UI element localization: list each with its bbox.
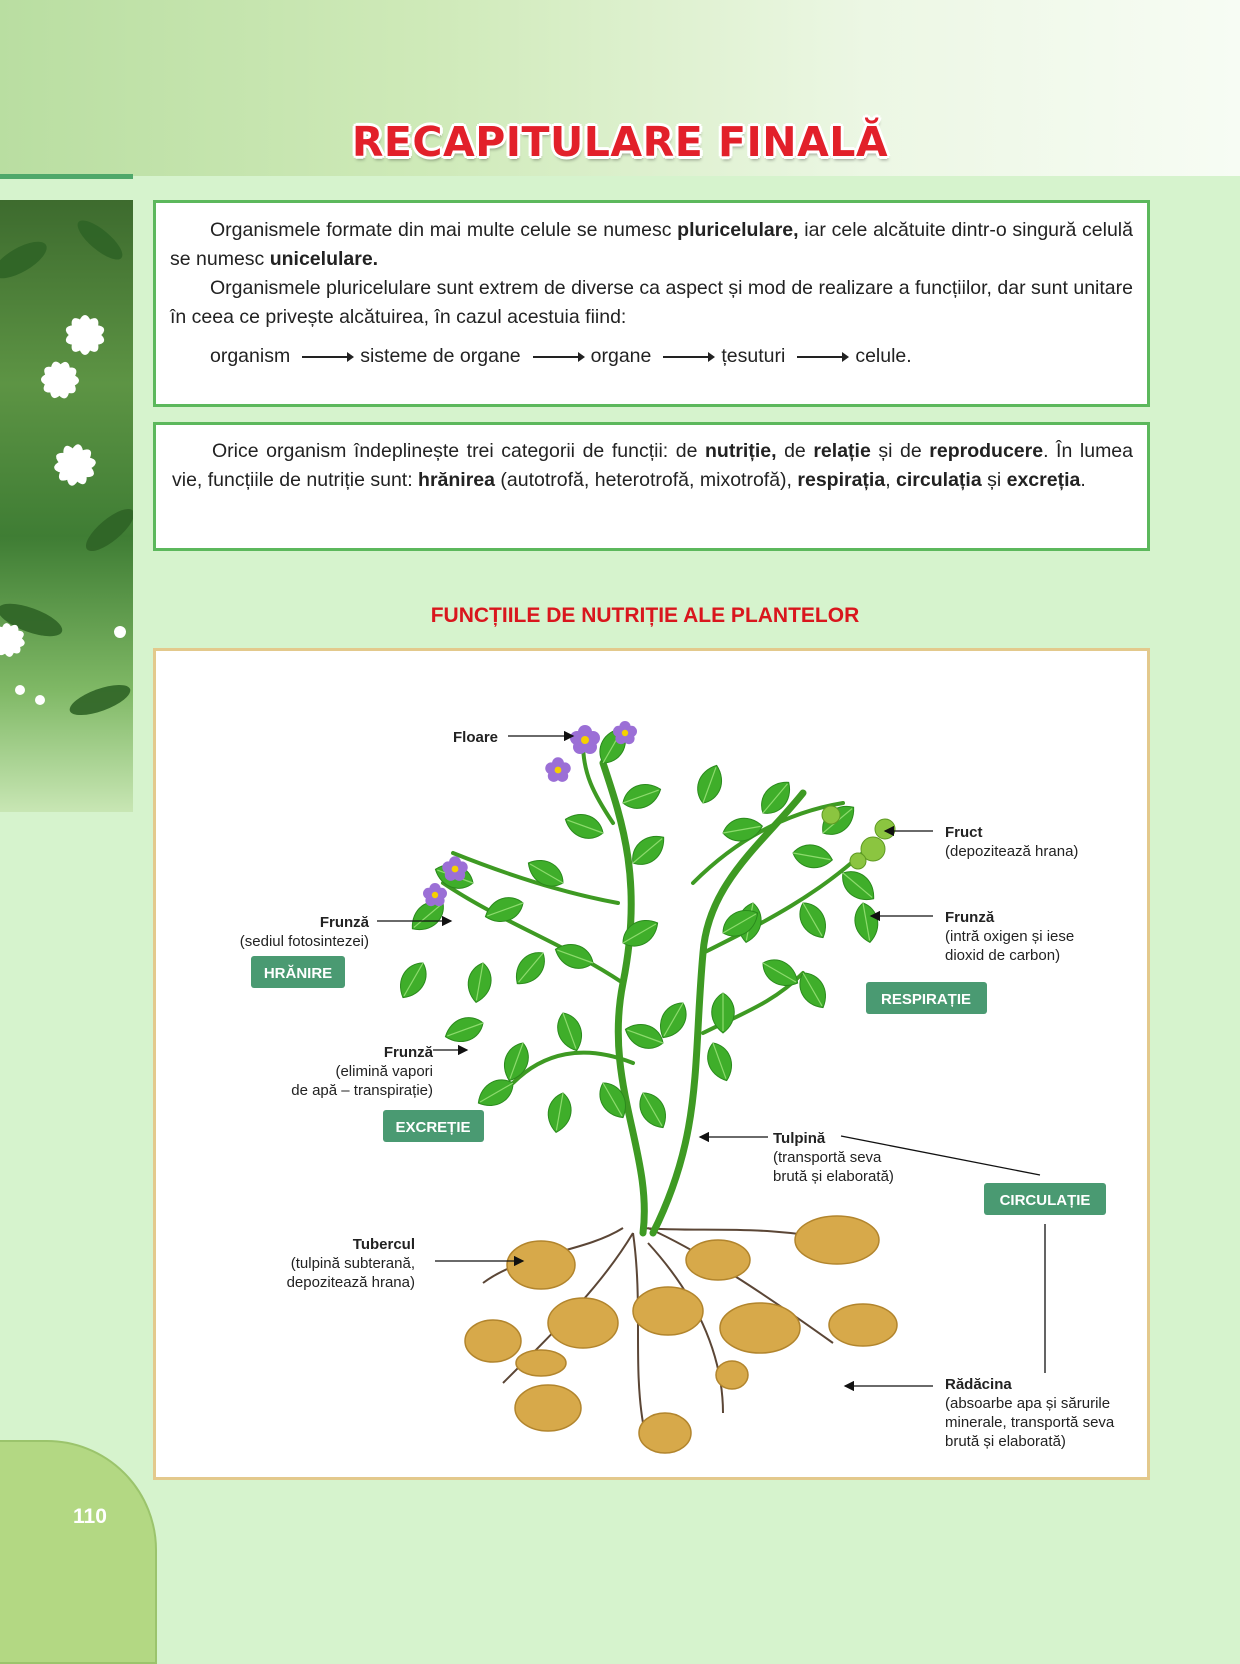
- chain-item: țesuturi: [721, 345, 786, 367]
- page-title: RECAPITULARE FINALĂ: [351, 118, 889, 166]
- label-tubercul: Tubercul: [352, 1236, 415, 1253]
- label-tubercul-desc2: depozitează hrana): [286, 1274, 415, 1291]
- intro-box-functions: [153, 422, 1150, 551]
- intro-box-organisms: [153, 200, 1150, 407]
- bold-term: unicelulare.: [269, 248, 379, 270]
- arrow-right-icon: [797, 356, 847, 358]
- page-number-tab: [0, 1440, 157, 1664]
- text: (autotrofă, heterotrofă, mixotrofă),: [495, 469, 798, 491]
- label-frunza-excretie: Frunză: [383, 1044, 433, 1061]
- label-frunza-respiratie-desc1: (intră oxigen și iese: [945, 928, 1075, 945]
- chain-item: sisteme de organe: [360, 345, 521, 367]
- label-tulpina-desc1: (transportă seva: [773, 1149, 882, 1166]
- text: .: [1080, 469, 1086, 491]
- bold-term: reproducere: [929, 440, 1044, 462]
- text: Orice organism îndeplinește trei categorii de funcții: de: [212, 440, 706, 462]
- plant-nutrition-diagram: [153, 648, 1150, 1480]
- bold-term: circulația: [896, 469, 982, 491]
- label-tulpina: Tulpină: [773, 1130, 826, 1147]
- label-radacina: Rădăcina: [945, 1376, 1012, 1393]
- label-fruct: Fruct: [945, 824, 983, 841]
- bold-term: excreția: [1006, 469, 1081, 491]
- section-title: FUNCȚIILE DE NUTRIȚIE ALE PLANTELOR: [430, 604, 860, 627]
- arrow-right-icon: [663, 356, 713, 358]
- badge-respiratie: RESPIRAȚIE: [880, 991, 972, 1008]
- text: de: [776, 440, 814, 462]
- bold-term: nutriție,: [705, 440, 777, 462]
- label-tulpina-desc2: brută și elaborată): [773, 1168, 894, 1185]
- label-frunza-excretie-desc1: (elimină vapori: [335, 1063, 433, 1080]
- text: ,: [885, 469, 897, 491]
- label-frunza-excretie-desc2: de apă – transpirație): [291, 1082, 433, 1099]
- text: Organismele formate din mai multe celule se numesc: [210, 219, 678, 241]
- badge-hranire: HRĂNIRE: [263, 965, 333, 982]
- label-floare: Floare: [453, 729, 499, 746]
- header-divider: [0, 174, 133, 179]
- badge-excretie: EXCREȚIE: [395, 1119, 471, 1136]
- label-radacina-desc1: (absoarbe apa și sărurile: [945, 1395, 1111, 1412]
- bold-term: pluricelulare,: [677, 219, 799, 241]
- organization-chain: [170, 342, 1133, 371]
- label-frunza-respiratie-desc2: dioxid de carbon): [945, 947, 1061, 964]
- jasmine-photo: [0, 200, 133, 812]
- text: și de: [870, 440, 930, 462]
- paragraph-functions: [172, 437, 1133, 495]
- badge-circulatie: CIRCULAȚIE: [999, 1192, 1091, 1209]
- bold-term: respirația: [797, 469, 886, 491]
- label-radacina-desc2: minerale, transportă seva: [945, 1414, 1115, 1431]
- arrow-right-icon: [302, 356, 352, 358]
- chain-item: organism: [210, 345, 291, 367]
- text: iar cele alcătuite dintr-o singură celulă se numesc: [170, 219, 1133, 270]
- label-frunza-hranire: Frunză: [319, 914, 369, 931]
- label-frunza-hranire-desc: (sediul fotosintezei): [239, 933, 369, 950]
- label-fruct-desc: (depozitează hrana): [945, 843, 1079, 860]
- label-tubercul-desc1: (tulpină subterană,: [290, 1255, 415, 1272]
- page-number: 110: [73, 1505, 107, 1528]
- bold-term: hrănirea: [418, 469, 495, 491]
- text: și: [981, 469, 1007, 491]
- paragraph-pluricellular: [170, 216, 1133, 274]
- paragraph-structure: Organismele pluricelulare sunt extrem de diverse ca aspect și mod de realizare a funcțiilor, dar sunt unitare în ceea ce privește alcătuirea, în cazul acestuia fiind:: [170, 277, 1133, 328]
- chain-item: celule.: [855, 345, 912, 367]
- bold-term: relație: [813, 440, 871, 462]
- chain-item: organe: [590, 345, 652, 367]
- label-frunza-respiratie: Frunză: [945, 909, 995, 926]
- label-radacina-desc3: brută și elaborată): [945, 1433, 1066, 1450]
- text: . În lumea vie, funcțiile de nutriție sunt:: [172, 440, 1134, 491]
- arrow-right-icon: [533, 356, 583, 358]
